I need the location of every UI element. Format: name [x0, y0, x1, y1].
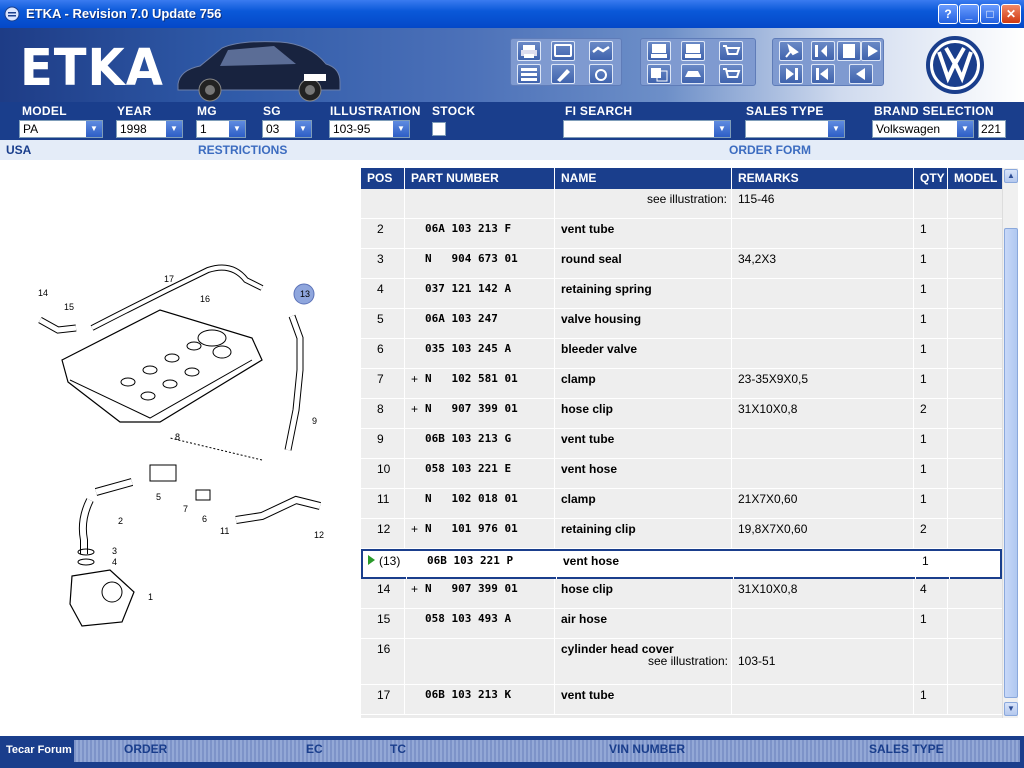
ec-button[interactable]: EC — [306, 742, 323, 756]
table-row[interactable] — [361, 549, 1002, 579]
row-remarks — [732, 609, 914, 639]
table-row[interactable] — [361, 459, 1002, 489]
row-plus — [405, 219, 423, 249]
row-name: retaining clip — [555, 519, 732, 549]
row-remarks — [734, 551, 916, 581]
callout-3[interactable]: 3 — [112, 546, 118, 556]
row-qty: 1 — [914, 369, 948, 399]
depot-icon — [682, 42, 704, 60]
table-row[interactable] — [361, 249, 1002, 279]
row-name: vent hose — [557, 551, 734, 581]
row-pos: 6 — [361, 339, 405, 369]
table-scrollbar[interactable] — [1002, 168, 1018, 718]
stock-checkbox[interactable] — [432, 122, 446, 136]
row-plus: + — [411, 372, 419, 386]
row-qty: 1 — [914, 309, 948, 339]
row-remarks: 31X10X0,8 — [732, 399, 914, 429]
row-name: vent tube — [555, 685, 732, 715]
see-illustration-value: 115-46 — [732, 189, 914, 219]
window-title: ETKA - Revision 7.0 Update 756 — [26, 6, 222, 21]
page-icon — [838, 42, 860, 60]
exploded-diagram — [0, 160, 356, 732]
parts-table — [361, 168, 1002, 718]
row-name: retaining spring — [555, 279, 732, 309]
prev-page-button[interactable] — [811, 41, 835, 61]
printer-icon — [518, 42, 540, 60]
handshake-icon — [590, 42, 612, 60]
row-model — [948, 309, 1002, 339]
row-pos: (13) — [363, 551, 407, 581]
row-model — [948, 489, 1002, 519]
skip-start-icon — [812, 65, 834, 83]
row-remarks — [732, 219, 914, 249]
first-button[interactable] — [811, 64, 835, 84]
next-page-button[interactable] — [861, 41, 881, 61]
table-row[interactable] — [361, 399, 1002, 429]
row-pos: 4 — [361, 279, 405, 309]
col-qty[interactable]: QTY — [914, 168, 948, 189]
row-qty — [914, 189, 948, 219]
row-plus — [405, 309, 423, 339]
callout-13[interactable]: 13 — [300, 289, 311, 299]
callout-15[interactable]: 15 — [64, 302, 75, 312]
row-remarks — [732, 339, 914, 369]
year-value: 1998 — [120, 122, 147, 136]
row-remarks: 19,8X7X0,60 — [732, 519, 914, 549]
row-qty: 1 — [914, 685, 948, 715]
row-plus: + — [411, 582, 419, 596]
last-button[interactable] — [779, 64, 803, 84]
row-see-illustration-value: 103-51 — [738, 654, 776, 668]
callout-4[interactable]: 4 — [112, 557, 118, 567]
model-value: PA — [23, 122, 39, 136]
mg-select[interactable] — [196, 120, 246, 138]
pin-button[interactable] — [779, 41, 803, 61]
tc-button[interactable]: TC — [390, 742, 406, 756]
row-pos: 3 — [361, 249, 405, 279]
row-plus — [405, 339, 423, 369]
shopping-cart-button[interactable] — [719, 64, 743, 84]
model-label: MODEL — [22, 104, 67, 118]
sales-type-select[interactable] — [745, 120, 845, 138]
row-part-number: 06B 103 221 P — [425, 551, 557, 581]
chevron-down-icon[interactable]: ▼ — [828, 121, 844, 137]
row-model — [948, 219, 1002, 249]
row-model — [948, 249, 1002, 279]
row-model — [948, 279, 1002, 309]
back-button[interactable] — [849, 64, 873, 84]
car-button[interactable] — [681, 64, 705, 84]
row-qty: 1 — [914, 459, 948, 489]
row-pos: 14 — [361, 579, 405, 609]
year-select[interactable] — [116, 120, 183, 138]
fi-search-label: FI SEARCH — [565, 104, 633, 118]
restrictions-link[interactable]: RESTRICTIONS — [198, 143, 288, 157]
row-pos: 15 — [361, 609, 405, 639]
table-row[interactable] — [361, 279, 1002, 309]
row-plus — [407, 551, 425, 581]
row-model — [948, 189, 1002, 219]
row-name: cylinder head cover — [555, 639, 732, 685]
row-plus — [405, 459, 423, 489]
minimize-button[interactable]: _ — [959, 4, 979, 24]
row-qty: 1 — [914, 609, 948, 639]
brand-value: Volkswagen — [876, 122, 941, 136]
chevron-down-icon[interactable]: ▼ — [86, 121, 102, 137]
fi-search-select[interactable] — [563, 120, 731, 138]
tecar-forum-label: Tecar Forum — [6, 744, 72, 756]
row-pos: 9 — [361, 429, 405, 459]
col-part-number[interactable]: PART NUMBER — [405, 168, 555, 189]
list-icon — [518, 65, 540, 83]
row-qty: 2 — [914, 519, 948, 549]
screen-copy-button[interactable] — [647, 64, 671, 84]
selected-row-arrow-icon — [368, 555, 375, 565]
table-header — [361, 168, 1002, 189]
row-name: clamp — [555, 369, 732, 399]
see-illustration-label: see illustration: — [555, 189, 732, 219]
callout-2[interactable]: 2 — [118, 516, 124, 526]
row-plus — [405, 429, 423, 459]
vin-number-button[interactable]: VIN NUMBER — [609, 742, 686, 756]
sub-bar — [0, 140, 1024, 160]
callout-16[interactable]: 16 — [200, 294, 211, 304]
callout-8[interactable]: 8 — [175, 432, 181, 442]
row-see-illustration-label: see illustration: — [647, 654, 728, 668]
table-row[interactable] — [361, 339, 1002, 369]
row-part-number: 058 103 221 E — [423, 459, 555, 489]
row-qty: 2 — [914, 399, 948, 429]
sales-type-button[interactable]: SALES TYPE — [869, 742, 944, 756]
row-qty: 4 — [914, 579, 948, 609]
triangle-left-icon — [850, 65, 872, 83]
row-remarks — [732, 429, 914, 459]
row-pos: 5 — [361, 309, 405, 339]
elsa-button[interactable] — [647, 41, 671, 61]
row-model — [950, 551, 1002, 581]
row-name: clamp — [555, 489, 732, 519]
row-name: vent tube — [555, 219, 732, 249]
parts-icon — [590, 65, 612, 83]
row-model — [948, 429, 1002, 459]
row-part-number: 035 103 245 A — [423, 339, 555, 369]
screen-button[interactable] — [551, 41, 575, 61]
row-pos: 2 — [361, 219, 405, 249]
illustration-value: 103-95 — [333, 122, 371, 136]
chevron-down-icon[interactable]: ▼ — [957, 121, 973, 137]
row-name: vent tube — [555, 429, 732, 459]
row-qty — [914, 639, 948, 685]
app-icon — [4, 6, 20, 22]
row-pos: 16 — [361, 639, 405, 685]
table-row[interactable] — [361, 609, 1002, 639]
row-remarks: 23-35X9X0,5 — [732, 369, 914, 399]
stock-label: STOCK — [432, 104, 476, 118]
row-remarks: 31X10X0,8 — [732, 579, 914, 609]
row-part-number: N 102 581 01 — [423, 369, 555, 399]
callout-5[interactable]: 5 — [156, 492, 162, 502]
table-row-note[interactable] — [361, 189, 1002, 219]
parts-button[interactable] — [589, 64, 613, 84]
col-name[interactable]: NAME — [555, 168, 732, 189]
row-part-number — [423, 639, 555, 685]
chevron-down-icon[interactable]: ▼ — [295, 121, 311, 137]
callout-11[interactable]: 11 — [220, 526, 230, 536]
row-model — [948, 369, 1002, 399]
list-button[interactable] — [517, 64, 541, 84]
row-qty: 1 — [916, 551, 950, 581]
row-qty: 1 — [914, 489, 948, 519]
table-row[interactable] — [361, 519, 1002, 549]
vw-logo — [926, 36, 984, 94]
row-part-number: N 101 976 01 — [423, 519, 555, 549]
row-model — [948, 339, 1002, 369]
row-model — [948, 639, 1002, 685]
table-row[interactable] — [361, 309, 1002, 339]
row-remarks — [732, 685, 914, 715]
toolbar-group-1 — [510, 38, 622, 86]
row-model — [948, 519, 1002, 549]
scroll-thumb[interactable] — [1004, 228, 1018, 698]
chevron-down-icon[interactable]: ▼ — [393, 121, 409, 137]
sales-type-label: SALES TYPE — [746, 104, 824, 118]
scroll-up-icon[interactable]: ▲ — [1004, 169, 1018, 183]
help-button[interactable]: ? — [938, 4, 958, 24]
shopping-cart-icon — [720, 65, 742, 83]
table-row[interactable] — [361, 219, 1002, 249]
row-qty: 1 — [914, 219, 948, 249]
cart-icon — [720, 42, 742, 60]
row-pos: 17 — [361, 685, 405, 715]
callout-6[interactable]: 6 — [202, 514, 208, 524]
toolbar-group-3 — [772, 38, 884, 86]
depot-button[interactable] — [681, 41, 705, 61]
row-part-number: N 102 018 01 — [423, 489, 555, 519]
pencil-icon — [552, 65, 574, 83]
table-row[interactable] — [361, 489, 1002, 519]
callout-14[interactable]: 14 — [38, 288, 49, 298]
row-qty: 1 — [914, 339, 948, 369]
row-pos: 10 — [361, 459, 405, 489]
row-remarks — [732, 309, 914, 339]
elsa-icon — [648, 42, 670, 60]
copy-icon — [648, 65, 670, 83]
illustration-label: ILLUSTRATION — [330, 104, 421, 118]
page-back-icon — [812, 42, 834, 60]
table-row[interactable] — [361, 369, 1002, 399]
table-row[interactable] — [361, 429, 1002, 459]
row-part-number: N 907 399 01 — [423, 399, 555, 429]
row-part-number: 058 103 493 A — [423, 609, 555, 639]
etka-logo: ETKA — [20, 38, 164, 98]
table-row[interactable] — [361, 639, 1002, 685]
row-part-number: 06A 103 247 — [423, 309, 555, 339]
row-name: vent hose — [555, 459, 732, 489]
row-pn — [405, 189, 555, 219]
row-name: air hose — [555, 609, 732, 639]
scroll-down-icon[interactable]: ▼ — [1004, 702, 1018, 716]
order-button[interactable]: ORDER — [124, 742, 168, 756]
col-pos[interactable]: POS — [361, 168, 405, 189]
row-model — [948, 579, 1002, 609]
play-icon — [862, 42, 884, 60]
order-form-link[interactable]: ORDER FORM — [729, 143, 811, 157]
sg-select[interactable] — [262, 120, 312, 138]
selection-bar — [0, 102, 1024, 140]
chevron-down-icon[interactable]: ▼ — [714, 121, 730, 137]
row-model — [948, 459, 1002, 489]
row-plus: + — [411, 522, 419, 536]
car-icon — [682, 65, 704, 83]
row-part-number: 06B 103 213 G — [423, 429, 555, 459]
row-remarks — [732, 459, 914, 489]
chevron-down-icon[interactable]: ▼ — [166, 121, 182, 137]
row-model — [948, 609, 1002, 639]
sg-value: 03 — [266, 122, 280, 136]
row-name: hose clip — [555, 579, 732, 609]
row-part-number: N 907 399 01 — [423, 579, 555, 609]
brand-code-value: 221 — [981, 122, 1002, 136]
page-button[interactable] — [837, 41, 861, 61]
row-plus — [405, 279, 423, 309]
region-label: USA — [6, 143, 32, 157]
brand-code-field[interactable] — [978, 120, 1006, 138]
table-row[interactable] — [361, 579, 1002, 609]
row-pos: 12 — [361, 519, 405, 549]
callout-9[interactable]: 9 — [312, 416, 318, 426]
row-model — [948, 685, 1002, 715]
col-model[interactable]: MODEL — [954, 171, 998, 185]
row-remarks: 34,2X3 — [732, 249, 914, 279]
row-name: valve housing — [555, 309, 732, 339]
row-pos: 7 — [361, 369, 405, 399]
callout-17[interactable]: 17 — [164, 274, 175, 284]
window-titlebar[interactable] — [0, 0, 1024, 28]
row-part-number: 037 121 142 A — [423, 279, 555, 309]
chevron-down-icon[interactable]: ▼ — [229, 121, 245, 137]
brand-selection-label: BRAND SELECTION — [874, 104, 994, 118]
maximize-button[interactable]: □ — [980, 4, 1000, 24]
model-select[interactable] — [19, 120, 103, 138]
row-part-number: 06B 103 213 K — [423, 685, 555, 715]
col-remarks[interactable]: REMARKS — [732, 168, 914, 189]
pin-icon — [780, 42, 802, 60]
row-qty: 1 — [914, 279, 948, 309]
row-remarks — [732, 279, 914, 309]
close-button[interactable]: ✕ — [1001, 4, 1021, 24]
year-label: YEAR — [117, 104, 152, 118]
table-row[interactable] — [361, 685, 1002, 715]
sg-label: SG — [263, 104, 281, 118]
edit-button[interactable] — [551, 64, 575, 84]
bottom-bar — [0, 736, 1024, 768]
print-button[interactable] — [517, 41, 541, 61]
row-part-number: N 904 673 01 — [423, 249, 555, 279]
row-pos: 8 — [361, 399, 405, 429]
callout-12[interactable]: 12 — [314, 530, 325, 540]
row-qty: 1 — [914, 249, 948, 279]
row-pos — [361, 189, 405, 219]
callout-1[interactable]: 1 — [148, 592, 154, 602]
handshake-button[interactable] — [589, 41, 613, 61]
illustration-select[interactable] — [329, 120, 410, 138]
car-image — [170, 34, 345, 102]
row-pos: 11 — [361, 489, 405, 519]
row-plus — [405, 249, 423, 279]
row-plus — [405, 685, 423, 715]
row-plus — [405, 489, 423, 519]
row-qty: 1 — [914, 429, 948, 459]
cart-list-button[interactable] — [719, 41, 743, 61]
row-plus: + — [411, 402, 419, 416]
monitor-icon — [552, 42, 574, 60]
row-model — [948, 399, 1002, 429]
brand-select[interactable] — [872, 120, 974, 138]
skip-end-icon — [780, 65, 802, 83]
row-name: bleeder valve — [555, 339, 732, 369]
header-banner — [0, 28, 1024, 102]
toolbar-group-2 — [640, 38, 756, 86]
row-part-number: 06A 103 213 F — [423, 219, 555, 249]
callout-7[interactable]: 7 — [183, 504, 189, 514]
row-name: hose clip — [555, 399, 732, 429]
row-remarks: 21X7X0,60 — [732, 489, 914, 519]
row-name: round seal — [555, 249, 732, 279]
row-plus — [405, 639, 423, 685]
mg-label: MG — [197, 104, 217, 118]
parts-illustration[interactable] — [0, 160, 356, 732]
mg-value: 1 — [200, 122, 207, 136]
row-plus — [405, 609, 423, 639]
